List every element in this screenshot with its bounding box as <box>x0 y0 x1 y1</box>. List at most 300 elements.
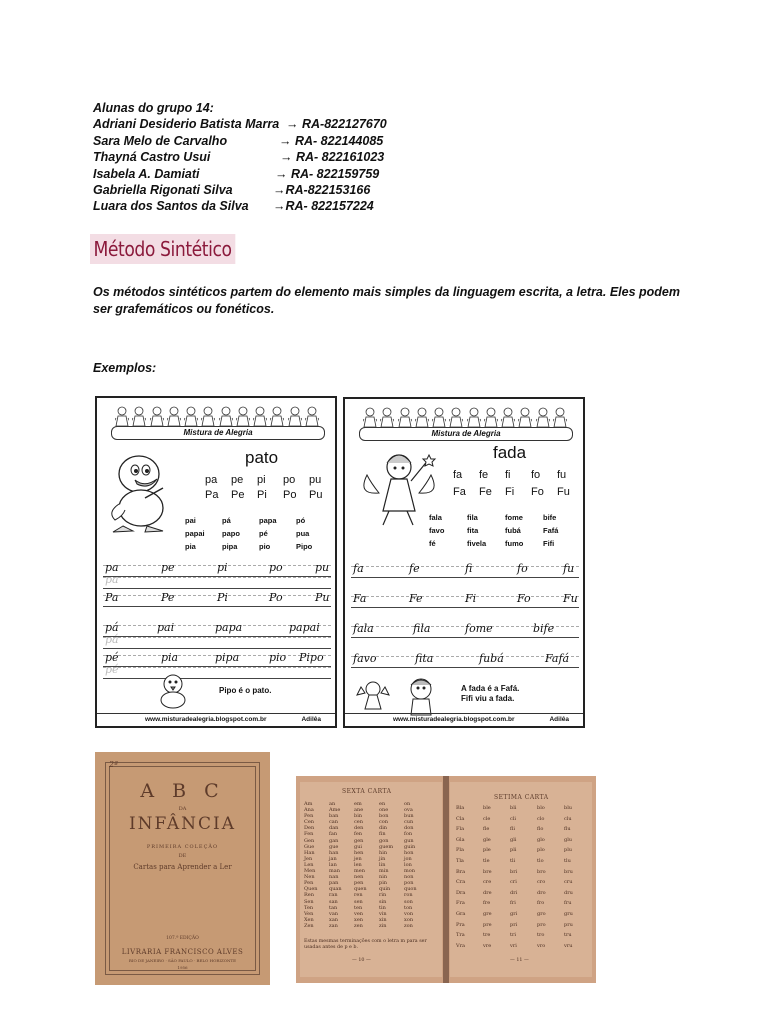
primer-syllable: gun <box>404 837 414 844</box>
member-ra: → RA- 822144085 <box>279 133 384 148</box>
primer-syllable: clu <box>564 815 572 822</box>
primer-syllable: gen <box>354 837 364 844</box>
word: Pipo <box>296 542 313 551</box>
word: pó <box>296 516 306 525</box>
primer-syllable: Dra <box>456 889 466 896</box>
cursive-word: papa <box>215 621 243 634</box>
primer-syllable: Han <box>304 849 315 856</box>
primer-syllable: tri <box>510 932 516 939</box>
primer-syllable: ban <box>329 813 339 820</box>
sentence-block <box>461 684 519 704</box>
blog-url: www.misturadealegria.blogspot.com.br <box>145 716 267 723</box>
primer-syllable: len <box>354 861 362 868</box>
cursive-word: Pu <box>315 591 330 604</box>
word: fé <box>429 539 436 548</box>
word: pia <box>185 542 196 551</box>
cursive-word: Fa <box>353 592 367 605</box>
primer-syllable: bon <box>379 813 389 820</box>
cover-subtitle: PRIMEIRA COLEÇÃO <box>146 844 219 850</box>
member-ra: →RA-822153166 <box>273 182 371 197</box>
primer-syllable: vri <box>510 942 517 949</box>
syllable: Pa <box>205 489 219 501</box>
cover-da: DA <box>178 806 187 812</box>
word: favo <box>429 526 445 535</box>
primer-syllable: ane <box>354 807 364 814</box>
cursive-line <box>351 555 579 578</box>
primer-syllable: fro <box>537 900 545 907</box>
primer-syllable: bli <box>510 805 517 811</box>
primer-syllable: can <box>329 819 339 826</box>
cover-title-infancia: INFÂNCIA <box>128 814 237 834</box>
primer-syllable: nin <box>379 874 388 881</box>
sentence: Fifi viu a fada. <box>461 694 515 703</box>
syllable: fe <box>479 469 489 481</box>
cover-address: RIO DE JANEIRO · SÃO PAULO · BELO HORIZONTE <box>128 958 237 963</box>
primer-syllable: Nen <box>304 874 315 881</box>
primer-syllable: Quen <box>304 886 318 893</box>
primer-syllable: vro <box>537 942 546 949</box>
primer-syllable: gre <box>483 910 492 917</box>
primer-syllable: Gue <box>304 843 315 850</box>
word: fivela <box>467 539 487 548</box>
word: bife <box>543 513 557 522</box>
cursive-word: Pe <box>161 591 175 604</box>
primer-syllable: gro <box>537 910 546 917</box>
primer-syllable: cen <box>354 819 363 826</box>
primer-syllable: Tra <box>456 932 465 939</box>
primer-syllable: san <box>329 898 338 905</box>
primer-syllable: tan <box>329 904 338 911</box>
word: pai <box>185 516 196 525</box>
primer-syllable: zon <box>404 922 413 929</box>
primer-syllable: pin <box>379 880 388 887</box>
primer-syllable: van <box>329 910 339 917</box>
author-name: Adilêa <box>301 716 321 723</box>
member-name: Thayná Castro Usui <box>93 150 211 165</box>
cover-year: 1956 <box>177 965 188 970</box>
primer-syllable: jan <box>329 855 337 862</box>
primer-syllable: hin <box>379 849 388 856</box>
cursive-word: papai <box>289 621 320 634</box>
primer-syllable: Cla <box>456 815 465 822</box>
primer-syllable: tre <box>483 932 491 939</box>
primer-syllable: flo <box>537 826 544 833</box>
primer-syllable: Len <box>304 861 314 868</box>
primer-syllable: gle <box>483 836 491 843</box>
cursive-word: Fafá <box>545 652 570 665</box>
syllable: Fe <box>479 486 492 498</box>
primer-syllable: glo <box>537 836 545 843</box>
primer-syllable: pli <box>510 847 517 854</box>
corner-mark: 2ª <box>109 760 118 769</box>
primer-syllable: cru <box>564 879 573 886</box>
member-ra: → RA- 822161023 <box>280 150 385 165</box>
word: fumo <box>505 539 524 548</box>
section-title: Método Sintético <box>90 234 235 264</box>
cursive-word: Fo <box>517 592 531 605</box>
cover-de: DE <box>178 853 187 859</box>
word: fala <box>429 513 442 522</box>
primer-syllable: fen <box>354 831 363 838</box>
primer-syllable: Gra <box>456 910 466 917</box>
primer-syllable: vin <box>379 910 387 917</box>
member-ra: →RA- 822157224 <box>273 199 374 214</box>
right-syllable-table <box>456 803 589 951</box>
primer-syllable: ron <box>404 892 413 899</box>
primer-syllable: Fra <box>456 900 465 907</box>
primer-syllable: Gen <box>304 837 315 844</box>
member-name: Isabela A. Damiati <box>93 166 200 181</box>
syllable: fu <box>557 469 567 481</box>
member-ra: → RA- 822159759 <box>275 166 380 181</box>
left-page-title: SEXTA CARTA <box>342 788 392 795</box>
primer-syllable: xan <box>329 916 339 923</box>
member-name: Luara dos Santos da Silva <box>93 199 249 214</box>
primer-syllable: son <box>404 898 413 905</box>
primer-syllable: fin <box>379 831 386 838</box>
primer-syllable: bru <box>564 868 573 875</box>
cursive-word: pa <box>105 561 119 574</box>
member-name: Gabriella Rigonati Silva <box>93 182 233 197</box>
primer-syllable: con <box>379 819 389 826</box>
primer-syllable: tlo <box>537 857 544 864</box>
primer-syllable: pon <box>404 880 414 887</box>
primer-syllable: clo <box>537 815 545 822</box>
primer-syllable: dre <box>483 889 492 896</box>
primer-syllable: han <box>329 849 339 856</box>
primer-syllable: Vra <box>456 942 465 949</box>
word-grid <box>429 513 581 548</box>
primer-syllable: dri <box>510 889 518 896</box>
primer-syllable: plu <box>564 847 573 854</box>
primer-syllable: zan <box>329 922 338 929</box>
worksheet-banner: Mistura de Alegria <box>111 426 325 440</box>
primer-syllable: gli <box>510 836 517 843</box>
primer-syllable: bro <box>537 868 546 875</box>
primer-syllable: tro <box>537 932 545 939</box>
cursive-word: fita <box>415 652 434 665</box>
primer-syllable: non <box>404 874 414 881</box>
cursive-word: fo <box>517 562 528 575</box>
primer-syllable: ten <box>354 904 363 911</box>
member-ra: → RA-822127670 <box>286 117 387 132</box>
cursive-line <box>351 585 579 608</box>
primer-syllable: cli <box>510 815 516 822</box>
primer-syllable: Fla <box>456 826 465 833</box>
primer-syllable: Ven <box>304 910 314 917</box>
primer-syllable: von <box>404 910 414 917</box>
word: fita <box>467 526 479 535</box>
primer-syllable: Bla <box>456 805 465 811</box>
cursive-word: Fu <box>563 592 578 605</box>
primer-syllable: sen <box>354 898 363 905</box>
word: fubá <box>505 526 521 535</box>
worksheet-footer <box>345 713 583 726</box>
cursive-word: pi <box>217 561 228 574</box>
worksheet-fada <box>343 397 585 728</box>
cursive-word: bife <box>533 622 555 635</box>
primer-syllable: Ana <box>304 807 314 814</box>
primer-syllable: gui <box>354 843 363 850</box>
primer-syllable: pen <box>354 880 364 887</box>
syllable: Pu <box>309 489 323 501</box>
word: Fafá <box>543 526 559 535</box>
primer-syllable: hen <box>354 849 364 856</box>
primer-syllable: dro <box>537 889 546 896</box>
primer-syllable: jen <box>354 855 362 862</box>
primer-syllable: quon <box>404 886 417 893</box>
right-page-title: SETIMA CARTA <box>494 794 549 801</box>
syllable: Pe <box>231 489 245 501</box>
cover-tagline: Cartas para Aprender a Ler <box>133 863 232 871</box>
left-page-number: — 10 — <box>352 958 371 963</box>
cursive-word: pu <box>315 561 330 574</box>
primer-syllable: Gla <box>456 836 465 843</box>
cursive-word: Pa <box>105 591 119 604</box>
primer-syllable: gru <box>564 910 573 917</box>
primer-syllable: quan <box>329 886 342 893</box>
sentence: A fada é a Fafá. <box>461 684 520 693</box>
cursive-word: Fe <box>409 592 423 605</box>
primer-syllable: bin <box>354 813 363 820</box>
primer-syllable: on <box>404 801 411 807</box>
sentence: Pipo é o pato. <box>219 686 272 695</box>
primer-syllable: tru <box>564 932 572 939</box>
cover-publisher: LIVRARIA FRANCISCO ALVES <box>121 948 244 956</box>
cursive-word: pé <box>105 651 119 664</box>
primer-syllable: lin <box>379 861 386 868</box>
primer-syllable: cri <box>510 879 517 886</box>
primer-syllable: rin <box>379 892 387 899</box>
primer-syllable: fon <box>404 831 413 838</box>
syllable: pu <box>309 474 322 486</box>
cursive-word: fu <box>563 562 575 575</box>
cursive-ghost-word: pé <box>105 663 119 676</box>
syllable-grid <box>205 474 335 501</box>
word: papa <box>259 516 277 525</box>
primer-syllable: don <box>404 825 414 832</box>
primer-syllable: Men <box>304 868 316 875</box>
cursive-word: fe <box>409 562 420 575</box>
word: fome <box>505 513 523 522</box>
primer-syllable: jon <box>404 855 412 862</box>
member-name: Sara Melo de Carvalho <box>93 133 228 148</box>
syllable: pi <box>257 474 266 486</box>
word: pua <box>296 529 310 538</box>
cursive-line <box>103 584 331 607</box>
primer-syllable: cle <box>483 815 491 822</box>
word: Fifi <box>543 539 555 548</box>
primer-syllable: ple <box>483 847 491 854</box>
syllable: Po <box>283 489 297 501</box>
primer-syllable: vru <box>564 942 573 949</box>
worksheet-banner: Mistura de Alegria <box>359 427 573 441</box>
primer-syllable: quen <box>354 886 367 893</box>
primer-syllable: guem <box>379 843 394 850</box>
cursive-word: pe <box>161 561 175 574</box>
primer-syllable: ran <box>329 892 338 899</box>
cursive-ghost-word: pa <box>105 573 119 586</box>
syllable: Fi <box>505 486 515 498</box>
syllable: pe <box>231 474 244 486</box>
primer-syllable: sin <box>379 898 387 905</box>
primer-syllable: Bra <box>456 868 466 875</box>
primer-syllable: flu <box>564 826 571 833</box>
primer-syllable: tlu <box>564 857 571 864</box>
primer-syllable: tin <box>379 904 386 911</box>
primer-syllable: em <box>354 801 362 807</box>
primer-syllable: dan <box>329 825 339 832</box>
cursive-word: fa <box>353 562 364 575</box>
cursive-line <box>351 645 579 668</box>
key-word: fada <box>493 443 527 462</box>
syllable: Fa <box>453 486 466 498</box>
primer-syllable: plo <box>537 847 545 854</box>
cursive-word: fome <box>465 622 493 635</box>
primer-syllable: fli <box>510 826 515 833</box>
primer-syllable: jin <box>379 855 386 862</box>
primer-syllable: Cra <box>456 879 466 886</box>
intro-paragraph: Os métodos sintéticos partem do elemento mais simples da linguagem escrita, a letra. Eles podem ser grafemáticos ou fonéticos. <box>93 285 680 316</box>
primer-syllable: an <box>329 801 336 807</box>
primer-syllable: Fen <box>304 831 314 838</box>
primer-syllable: Ren <box>304 892 314 899</box>
primer-syllable: cro <box>537 879 546 886</box>
left-syllable-table <box>304 801 427 929</box>
cursive-word: pipa <box>215 651 240 664</box>
primer-syllable: man <box>329 868 340 875</box>
primer-syllable: ren <box>354 892 363 899</box>
primer-syllable: pre <box>483 921 492 928</box>
cover-title-abc: A B C <box>140 780 225 802</box>
primer-syllable: en <box>379 801 386 807</box>
blog-url: www.misturadealegria.blogspot.com.br <box>393 716 515 723</box>
primer-syllable: vre <box>483 942 492 949</box>
primer-syllable: Ame <box>329 807 341 814</box>
primer-syllable: den <box>354 825 364 832</box>
cursive-word: pai <box>157 621 175 634</box>
word: fila <box>467 513 478 522</box>
primer-syllable: lon <box>404 861 412 868</box>
syllable: Fo <box>531 486 544 498</box>
syllable: fa <box>453 469 463 481</box>
word: papo <box>222 529 240 538</box>
cursive-word: pá <box>105 621 119 634</box>
syllable: po <box>283 474 296 486</box>
primer-syllable: Den <box>304 825 315 832</box>
primer-syllable: zen <box>354 922 363 929</box>
primer-syllable: Pen <box>304 813 314 820</box>
primer-syllable: fre <box>483 900 491 907</box>
primer-syllable: tle <box>483 857 490 864</box>
worksheet-footer <box>97 713 335 726</box>
primer-syllable: cun <box>404 819 414 826</box>
primer-syllable: bun <box>404 813 414 820</box>
primer-syllable: din <box>379 825 388 832</box>
primer-syllable: xen <box>354 916 363 923</box>
primer-syllable: dru <box>564 889 573 896</box>
cursive-word: Pi <box>217 591 228 604</box>
primer-syllable: gon <box>379 837 389 844</box>
primer-syllable: men <box>354 868 365 875</box>
primer-syllable: lan <box>329 861 337 868</box>
word: pá <box>222 516 231 525</box>
cursive-word: fubá <box>479 652 504 665</box>
primer-syllable: pro <box>537 921 546 928</box>
primer-syllable: gan <box>329 837 339 844</box>
book-cover-abc-da-infancia <box>95 752 270 985</box>
primer-syllable: hon <box>404 849 414 856</box>
syllable-grid <box>453 469 583 498</box>
primer-syllable: xin <box>379 916 387 923</box>
primer-syllable: nen <box>354 874 364 881</box>
primer-syllable: Pla <box>456 847 464 854</box>
primer-syllable: Pra <box>456 921 465 928</box>
cursive-word: Fi <box>465 592 477 605</box>
syllable: fi <box>505 469 511 481</box>
cursive-word: fala <box>353 622 374 635</box>
word: pio <box>259 542 271 551</box>
cursive-word: po <box>269 561 283 574</box>
primer-syllable: ven <box>354 910 364 917</box>
primer-syllable: blu <box>564 805 573 811</box>
word: pipa <box>222 542 238 551</box>
cursive-word: Po <box>269 591 283 604</box>
primer-syllable: pri <box>510 921 518 928</box>
primer-syllable: Jen <box>304 855 313 862</box>
primer-syllable: fru <box>564 900 572 907</box>
cursive-line <box>103 656 331 679</box>
primer-syllable: Sen <box>304 898 314 905</box>
syllable: pa <box>205 474 218 486</box>
primer-syllable: cre <box>483 879 492 886</box>
primer-syllable: zin <box>379 922 387 929</box>
cursive-line <box>351 615 579 638</box>
primer-syllable: Xen <box>304 916 314 923</box>
duck-illustration <box>105 448 175 533</box>
primer-syllable: glu <box>564 836 573 843</box>
syllable: Fu <box>557 486 570 498</box>
primer-syllable: Ten <box>304 904 314 911</box>
cursive-ghost-word: pá <box>105 633 119 646</box>
primer-syllable: guin <box>404 843 416 850</box>
cursive-word: fila <box>413 622 431 635</box>
primer-syllable: Tla <box>456 857 464 864</box>
primer-syllable: min <box>379 868 389 875</box>
member-name: Adriani Desiderio Batista Marra <box>93 117 280 132</box>
cover-edition: 107.ª EDIÇÃO <box>166 936 199 941</box>
syllable: Pi <box>257 489 267 501</box>
worksheet-pato <box>95 396 337 728</box>
primer-syllable: gue <box>329 843 339 850</box>
right-page-number: — 11 — <box>510 958 529 963</box>
primer-syllable: pru <box>564 921 573 928</box>
primer-syllable: gri <box>510 910 518 917</box>
primer-syllable: fle <box>483 826 490 833</box>
word: pé <box>259 529 268 538</box>
primer-syllable: xon <box>404 916 414 923</box>
primer-syllable: bre <box>483 868 492 875</box>
author-name: Adilêa <box>549 716 569 723</box>
primer-syllable: blo <box>537 805 545 811</box>
primer-syllable: quin <box>379 886 391 893</box>
primer-syllable: ova <box>404 807 413 814</box>
primer-syllable: Zen <box>304 922 314 929</box>
primer-syllable: bri <box>510 868 518 875</box>
primer-syllable: Am <box>304 801 313 807</box>
primer-syllable: Pen <box>304 880 314 887</box>
cursive-word: pio <box>269 651 287 664</box>
